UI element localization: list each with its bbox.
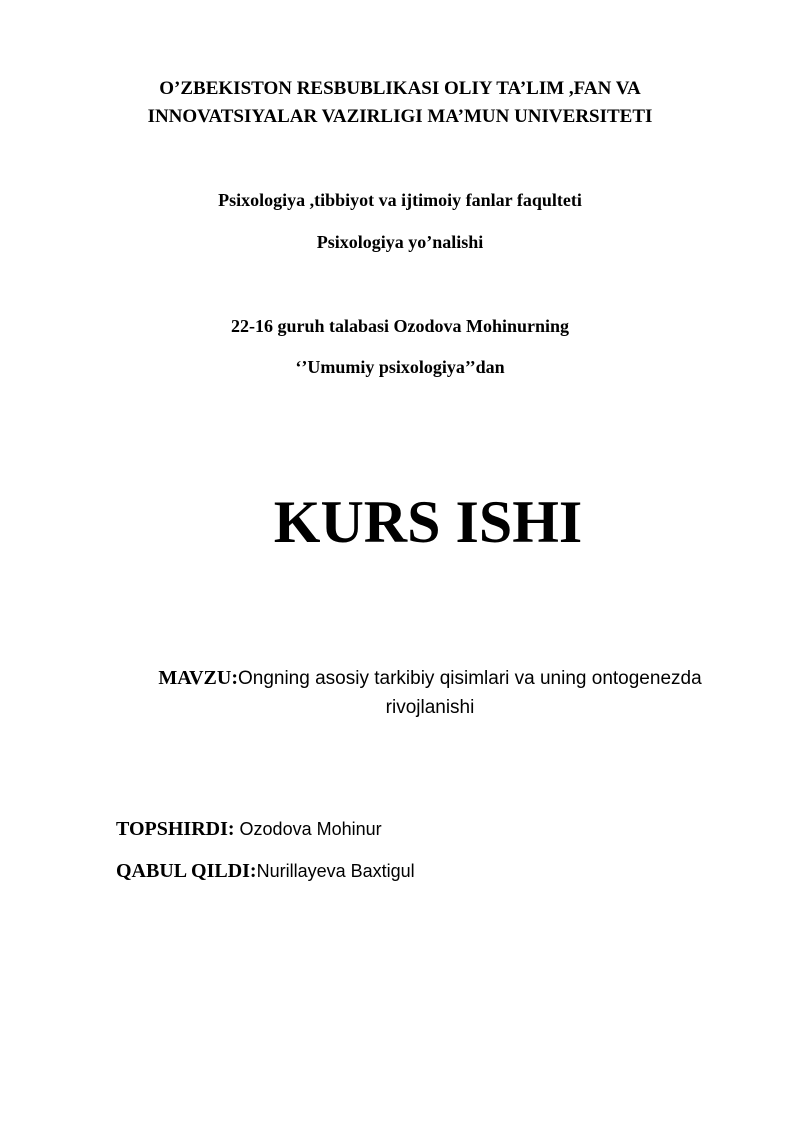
faculty-name: Psixologiya ,tibbiyot va ijtimoiy fanlar faqulteti: [218, 190, 582, 210]
submitted-by-label: TOPSHIRDI:: [116, 818, 235, 840]
accepted-by-line: [116, 860, 415, 883]
document-title: KURS ISHI: [273, 489, 583, 555]
topic-block: [130, 664, 730, 722]
ministry-header-line-2: INNOVATSIYALAR VAZIRLIGI MA’MUN UNIVERSITETI: [147, 106, 653, 127]
topic-label: MAVZU:: [158, 667, 238, 689]
accepted-by-label: QABUL QILDI:: [116, 860, 257, 882]
subject-line: ‘’Umumiy psixologiya’’dan: [295, 357, 505, 377]
ministry-header-line-1: O’ZBEKISTON RESBUBLIKASI OLIY TA’LIM ,FAN VA: [159, 78, 641, 99]
accepted-by-value: Nurillayeva Baxtigul: [256, 861, 415, 881]
department-name: Psixologiya yo’nalishi: [316, 232, 484, 252]
topic-text: Ongning asosiy tarkibiy qisimlari va uning ontogenezda rivojlanishi: [237, 668, 702, 718]
submitted-by-value: Ozodova Mohinur: [234, 819, 382, 839]
student-line: 22-16 guruh talabasi Ozodova Mohinurning: [230, 316, 570, 336]
submitted-by-line: [116, 818, 382, 841]
